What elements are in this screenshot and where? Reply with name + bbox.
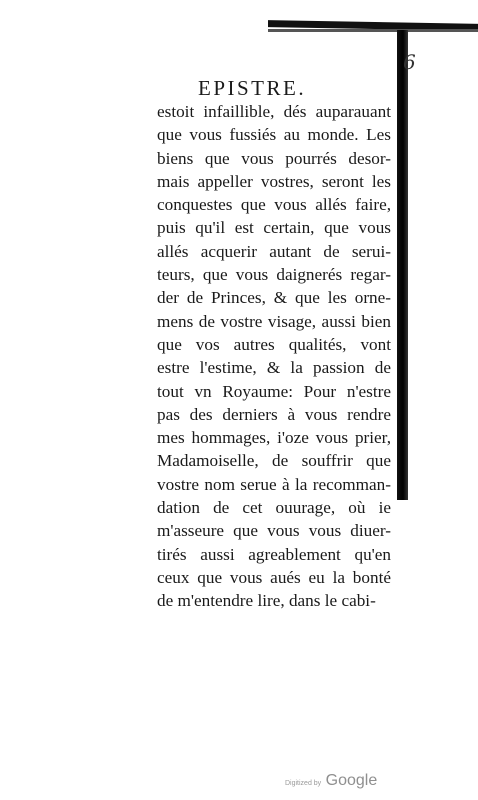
text-line: mes hommages, i'oze vous prier, — [157, 428, 391, 448]
text-line: vostre nom serue à la recomman- — [157, 474, 391, 494]
text-line: que vous fussiés au monde. Les — [157, 125, 391, 145]
text-line: pas des derniers à vous rendre — [157, 404, 391, 424]
text-line: der de Princes, & que les orne- — [157, 288, 391, 308]
text-line: conquestes que vous allés faire, — [157, 195, 391, 215]
text-line: teurs, que vous daignerés regar- — [157, 265, 391, 285]
text-line: estre l'estime, & la passion de — [157, 358, 391, 378]
watermark-brand: Google — [325, 772, 378, 789]
text-line: allés acquerir autant de serui- — [157, 241, 391, 261]
text-line: ceux que vous aués eu la bonté — [157, 567, 391, 587]
page-mark: 6 — [403, 50, 416, 74]
text-line: tout vn Royaume: Pour n'estre — [157, 381, 391, 401]
text-line: m'asseure que vous vous diuer- — [157, 521, 391, 541]
text-line: que vos autres qualités, vont — [157, 334, 391, 354]
text-line: dation de cet ouurage, où ie — [157, 498, 391, 518]
text-line: mens de vostre visage, aussi bien — [157, 311, 391, 331]
text-line: tirés aussi agreablement qu'en — [157, 544, 391, 564]
text-line: de m'entendre lire, dans le cabi- — [157, 591, 376, 611]
text-line: estoit infaillible, dés auparauant — [157, 102, 391, 121]
text-line: Madamoiselle, de souffrir que — [157, 451, 391, 471]
running-head: EPISTRE. — [198, 76, 307, 100]
page-edge-shadow — [397, 30, 408, 500]
watermark-prefix: Digitized by — [285, 780, 322, 787]
text-line: biens que vous pourrés desor- — [157, 148, 391, 168]
body-text — [157, 100, 391, 613]
text-line: mais appeller vostres, seront les — [157, 171, 391, 191]
digitization-watermark — [285, 772, 377, 790]
text-line: puis qu'il est certain, que vous — [157, 218, 391, 238]
page-edge-shadow-top-line — [268, 29, 478, 32]
